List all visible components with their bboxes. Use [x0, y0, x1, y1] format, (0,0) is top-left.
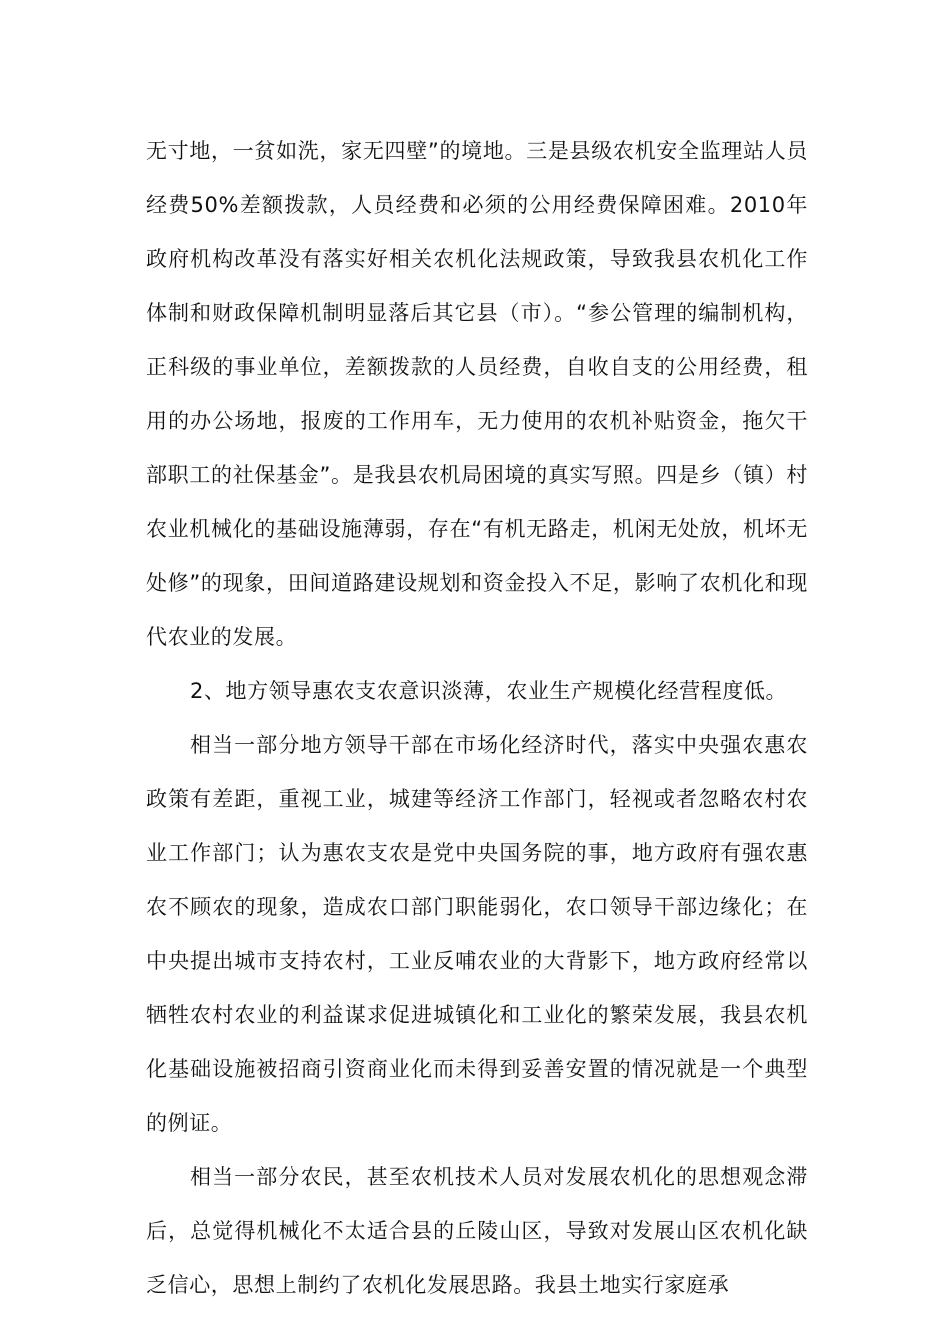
section-heading: 2、地方领导惠农支农意识淡薄，农业生产规模化经营程度低。 — [190, 679, 788, 703]
paragraph-farmers: 相当一部分农民，甚至农机技术人员对发展农机化的思想观念滞后，总觉得机械化不太适合县的丘陵山区，导致对发展山区农机化缺乏信心，思想上制约了农机化发展思路。我县土地实行家庭承 — [146, 1165, 808, 1297]
paragraph-leaders: 相当一部分地方领导干部在市场化经济时代，落实中央强农惠农政策有差距，重视工业，城建等经济工作部门，轻视或者忽略农村农业工作部门；认为惠农支农是党中央国务院的事，地方政府有强农惠农不顾农的现象，造成农口部门职能弱化，农口领导干部边缘化；在中央提出城市支持农村，工业反哺农业的大背影下，地方政府经常以牺牲农村农业的利益谋求促进城镇化和工业化的繁荣发展，我县农机化基础设施被招商引资商业化而未得到妥善安置的情况就是一个典型的例证。 — [146, 733, 808, 1135]
body-text — [146, 124, 808, 1312]
paragraph-continuation: 无寸地，一贫如洗，家无四壁”的境地。三是县级农机安全监理站人员经费50%差额拨款，人员经费和必须的公用经费保障困难。2010年政府机构改革没有落实好相关农机化法规政策，导致我县农机化工作体制和财政保障机制明显落后其它县（市）。“参公管理的编制机构，正科级的事业单位，差额拨款的人员经费，自收自支的公用经费，租用的办公场地，报废的工作用车，无力使用的农机补贴资金，拖欠干部职工的社保基金”。是我县农机局困境的真实写照。四是乡（镇）村农业机械化的基础设施薄弱，存在“有机无路走，机闲无处放，机坏无处修”的现象，田间道路建设规划和资金投入不足，影响了农机化和现代农业的发展。 — [146, 139, 808, 649]
